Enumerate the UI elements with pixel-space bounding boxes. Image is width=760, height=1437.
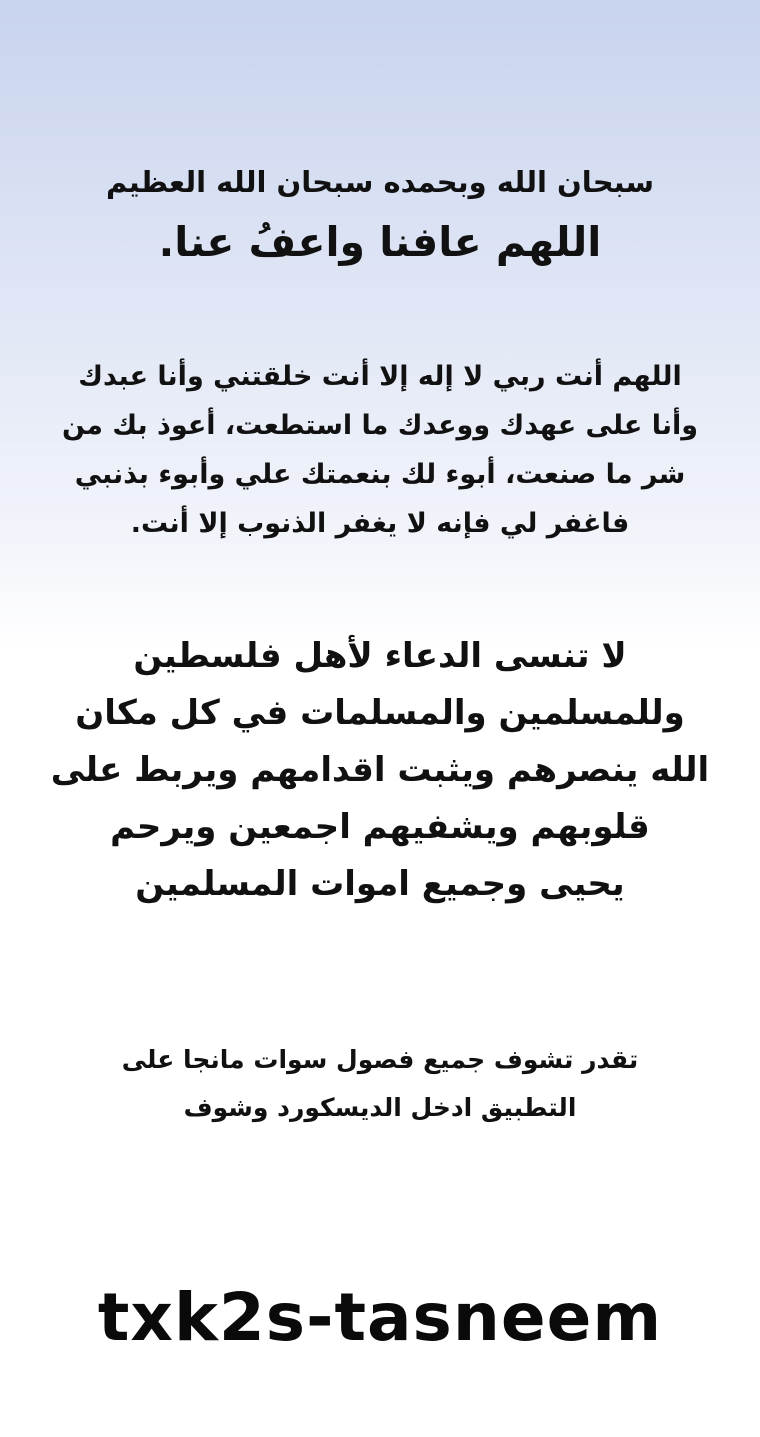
dua-line: اللهم أنت ربي لا إله إلا أنت خلقتني وأنا عبدك	[78, 361, 682, 392]
palestine-dua-line: لا تنسى الدعاء لأهل فلسطين	[133, 636, 627, 676]
info-line: التطبيق ادخل الديسكورد وشوف	[183, 1093, 577, 1122]
discord-info-section	[0, 1036, 760, 1132]
tasbih-section	[0, 160, 760, 272]
sayyid-al-istighfar-section	[0, 352, 760, 548]
dua-line: وأنا على عهدك ووعدك ما استطعت، أعوذ بك من	[61, 410, 699, 441]
palestine-dua-section	[0, 628, 760, 913]
dua-line: شر ما صنعت، أبوء لك بنعمتك علي وأبوء بذنبي	[74, 459, 686, 490]
info-line: تقدر تشوف جميع فصول سوات مانجا على	[121, 1045, 639, 1074]
afw-dua-text: اللهم عافنا واعفُ عنا.	[158, 218, 602, 266]
translator-watermark: txk2s-tasneem	[97, 1279, 663, 1356]
dua-line: فاغفر لي فإنه لا يغفر الذنوب إلا أنت.	[130, 508, 630, 539]
palestine-dua-line: يحيى وجميع اموات المسلمين	[135, 864, 625, 904]
tasbih-text: سبحان الله وبحمده سبحان الله العظيم	[106, 165, 654, 199]
palestine-dua-line: الله ينصرهم ويثبت اقدامهم ويربط على	[50, 750, 710, 790]
palestine-dua-line: قلوبهم ويشفيهم اجمعين ويرحم	[110, 807, 650, 847]
palestine-dua-line: وللمسلمين والمسلمات في كل مكان	[75, 693, 685, 733]
